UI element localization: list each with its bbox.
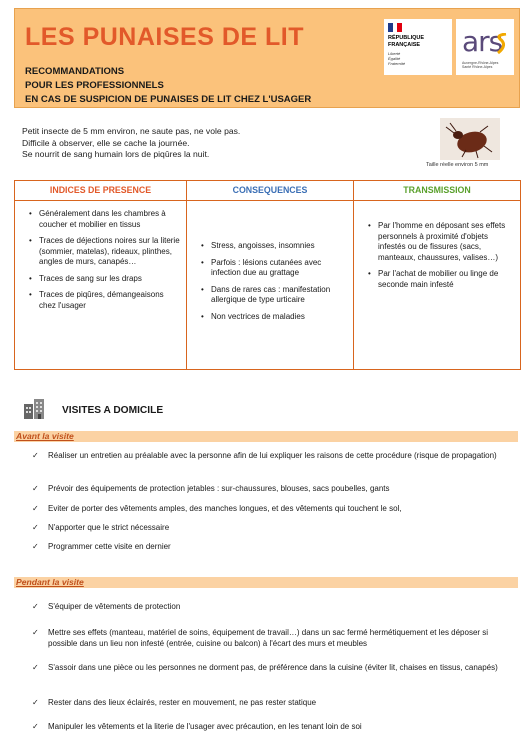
check-icon: ✓ xyxy=(32,722,39,731)
building-icon xyxy=(22,396,46,420)
check-icon: ✓ xyxy=(32,523,39,532)
subtitle-line: EN CAS DE SUSPICION DE PUNAISES DE LIT CHEZ L'USAGER xyxy=(25,94,312,105)
column-header: TRANSMISSION xyxy=(354,181,520,201)
page-title: LES PUNAISES DE LIT xyxy=(25,23,304,51)
subtitle-line: RECOMMANDATIONS xyxy=(25,66,125,77)
check-icon: ✓ xyxy=(32,663,39,672)
list-item: • Dans de rares cas : manifestation allergique de type urticaire xyxy=(203,285,347,306)
photo-caption: Taille réelle environ 5 mm xyxy=(426,162,489,168)
ars-swoosh-icon xyxy=(496,33,510,55)
list-item: • Non vectrices de maladies xyxy=(203,312,347,323)
column-header: CONSEQUENCES xyxy=(187,181,353,201)
checklist-avant xyxy=(32,450,508,560)
subtitle-line: POUR LES PROFESSIONNELS xyxy=(25,80,164,91)
bedbug-photo xyxy=(440,118,500,160)
list-item: • Par l'achat de mobilier ou linge de seconde main infesté xyxy=(370,269,514,290)
list-item: ✓ N'apporter que le strict nécessaire xyxy=(32,523,170,532)
list-item: • Parfois : lésions cutanées avec infection due au grattage xyxy=(203,258,347,279)
list-item: ✓ S'équiper de vêtements de protection xyxy=(32,602,181,611)
column-consequences xyxy=(187,181,354,369)
check-icon: ✓ xyxy=(32,504,39,513)
column-header: INDICES DE PRESENCE xyxy=(15,181,186,201)
check-icon: ✓ xyxy=(32,602,39,611)
info-table xyxy=(14,180,521,370)
list-item: ✓ Rester dans des lieux éclairés, rester en mouvement, ne pas rester statique xyxy=(32,698,317,707)
check-icon: ✓ xyxy=(32,698,39,707)
header-banner xyxy=(14,8,520,108)
list-item: ✓ Réaliser un entretien au préalable avec la personne afin de lui expliquer les raisons de cette procédure (risque de propagation) xyxy=(32,451,497,460)
list-item: • Traces de piqûres, démangeaisons chez l'usager xyxy=(31,290,180,311)
check-icon: ✓ xyxy=(32,451,39,460)
check-icon: ✓ xyxy=(32,542,39,551)
column-indices xyxy=(15,181,187,369)
list-item: ✓ S'assoir dans une pièce ou les personnes ne dorment pas, de préférence dans la cuisine (éviter lit, chaises en tissus, canapés) xyxy=(32,663,498,672)
subtitle xyxy=(25,65,311,107)
list-item: • Stress, angoisses, insomnies xyxy=(203,241,347,252)
list-item: ✓ Eviter de porter des vêtements amples, des manches longues, et des vêtements qui touchent le sol, xyxy=(32,504,402,513)
list-item: • Traces de sang sur les draps xyxy=(31,274,180,285)
subhead-pendant: Pendant la visite xyxy=(14,577,518,588)
check-icon: ✓ xyxy=(32,628,39,637)
ars-logo: ars Auvergne-Rhône-Alpes Santé Rhône-Alpes xyxy=(456,19,514,75)
intro-text: Petit insecte de 5 mm environ, ne saute pas, ne vole pas. Difficile à observer, elle se cache la journée. Se nourrit de sang humain lors de piqûres la nuit. xyxy=(22,126,241,159)
list-item: ✓ Mettre ses effets (manteau, matériel de soins, équipement de travail…) dans un sac fermé hermétiquement et les déposer si possible dans un lieu non infesté (entrée, cuisine ou balcon) à l'écart des murs et meubles xyxy=(32,628,489,648)
list-item: ✓ Manipuler les vêtements et la literie de l'usager avec précaution, en les tenant loin de soi xyxy=(32,722,362,731)
french-flag-icon xyxy=(388,23,402,32)
checklist-pendant xyxy=(32,601,508,735)
column-transmission xyxy=(354,181,520,369)
republique-francaise-logo: RÉPUBLIQUE FRANÇAISE Liberté Égalité Fraternité xyxy=(384,19,452,75)
list-item: ✓ Prévoir des équipements de protection jetables : sur-chaussures, blouses, sacs poubelles, gants xyxy=(32,484,390,493)
check-icon: ✓ xyxy=(32,484,39,493)
list-item: • Généralement dans les chambres à coucher et mobilier en tissus xyxy=(31,209,180,230)
subhead-avant: Avant la visite xyxy=(14,431,518,442)
list-item: • Traces de déjections noires sur la literie (sommier, matelas), rideaux, plinthes, angles de murs, canapés… xyxy=(31,236,180,268)
list-item: • Par l'homme en déposant ses effets personnels à proximité d'objets infestés ou de fissures (sacs, manteaux, chaussures, valises…) xyxy=(370,221,514,263)
list-item: ✓ Programmer cette visite en dernier xyxy=(32,542,171,551)
section-title: VISITES A DOMICILE xyxy=(62,405,164,416)
